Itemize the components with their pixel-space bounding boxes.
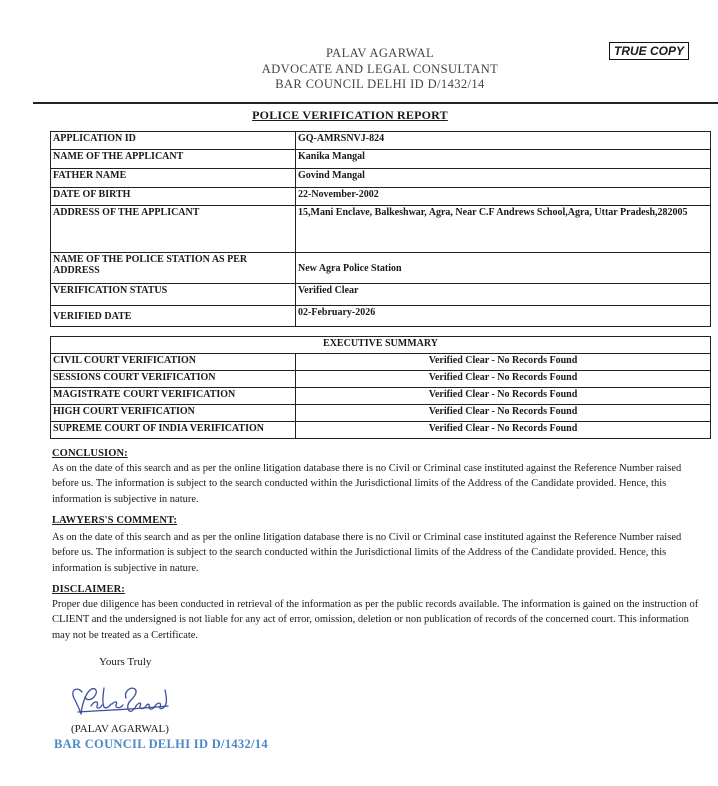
letterhead (0, 46, 718, 93)
table-row (51, 169, 711, 188)
signature (68, 676, 178, 726)
table-row (51, 284, 711, 306)
lawyers-comment-text: As on the date of this search and as per the online litigation database there is no Civil or Criminal case instituted against the Reference Number raised before us. The information is subject to the search conducted within the Jurisdictional limits of the Address of the Candidate provided. Hence, this information is subjective in nature. (52, 532, 682, 574)
report-title: POLICE VERIFICATION REPORT (252, 108, 448, 122)
row-label: NAME OF THE POLICE STATION AS PER ADDRESS (51, 253, 296, 284)
summary-title: EXECUTIVE SUMMARY (51, 337, 711, 354)
row-value: Verified Clear - No Records Found (296, 388, 711, 405)
row-value: 15,Mani Enclave, Balkeshwar, Agra, Near C.F Andrews School,Agra, Uttar Pradesh,282005 (296, 206, 711, 253)
row-label: MAGISTRATE COURT VERIFICATION (51, 388, 296, 405)
row-value: Verified Clear - No Records Found (296, 405, 711, 422)
row-value: New Agra Police Station (296, 253, 711, 284)
row-value: Verified Clear - No Records Found (296, 354, 711, 371)
row-value: 22-November-2002 (296, 188, 711, 206)
table-row (51, 188, 711, 206)
table-row (51, 388, 711, 405)
row-value: Verified Clear (296, 284, 711, 306)
row-value: Verified Clear - No Records Found (296, 371, 711, 388)
lawyers-comment-heading: LAWYERS'S COMMENT: (52, 515, 177, 526)
signature-icon (68, 676, 178, 721)
row-label: FATHER NAME (51, 169, 296, 188)
row-value: GQ-AMRSNVJ-824 (296, 132, 711, 150)
row-value: Kanika Mangal (296, 150, 711, 169)
conclusion-text: As on the date of this search and as per the online litigation database there is no Civil or Criminal case instituted against the Reference Number raised before us. The information is subject to the search conducted within the Jurisdictional limits of the Address of the Candidate provided. Hence, this information is subjective in nature. (52, 463, 682, 505)
table-row (51, 422, 711, 439)
advocate-name: PALAV AGARWAL (325, 46, 435, 60)
row-label: VERIFICATION STATUS (51, 284, 296, 306)
signer-bar-id: BAR COUNCIL DELHI ID D/1432/14 (54, 737, 268, 751)
advocate-bar-id: BAR COUNCIL DELHI ID D/1432/14 (275, 77, 485, 91)
row-value: Govind Mangal (296, 169, 711, 188)
row-label: CIVIL COURT VERIFICATION (51, 354, 296, 371)
table-row (51, 337, 711, 354)
conclusion-heading: CONCLUSION: (52, 448, 128, 459)
row-label: SESSIONS COURT VERIFICATION (51, 371, 296, 388)
row-value: Verified Clear - No Records Found (296, 422, 711, 439)
table-row (51, 150, 711, 169)
disclaimer-text: Proper due diligence has been conducted in retrieval of the information as per the public records available. The information is gained on the instruction of CLIENT and the undersigned is not liable for any act of error, omission, deletion or non publication of records of the concerned court. This information may not be treated as a Certificate. (52, 599, 699, 641)
advocate-designation: ADVOCATE AND LEGAL CONSULTANT (261, 61, 499, 76)
table-row (51, 132, 711, 150)
table-row (51, 371, 711, 388)
table-row (51, 306, 711, 327)
row-label: APPLICATION ID (51, 132, 296, 150)
disclaimer-heading: DISCLAIMER: (52, 584, 125, 595)
executive-summary-table (50, 336, 711, 439)
table-row (51, 206, 711, 253)
row-label: NAME OF THE APPLICANT (51, 150, 296, 169)
row-label: HIGH COURT VERIFICATION (51, 405, 296, 422)
row-label: DATE OF BIRTH (51, 188, 296, 206)
signer-name: (PALAV AGARWAL) (71, 723, 169, 735)
true-copy-stamp: TRUE COPY (609, 42, 689, 60)
applicant-details-table (50, 131, 711, 327)
table-row (51, 253, 711, 284)
row-label: VERIFIED DATE (51, 306, 296, 327)
row-label: SUPREME COURT OF INDIA VERIFICATION (51, 422, 296, 439)
row-label: ADDRESS OF THE APPLICANT (51, 206, 296, 253)
table-row (51, 405, 711, 422)
header-divider (33, 102, 718, 104)
row-value: 02-February-2026 (296, 306, 711, 327)
table-row (51, 354, 711, 371)
closing-salutation: Yours Truly (99, 656, 152, 668)
